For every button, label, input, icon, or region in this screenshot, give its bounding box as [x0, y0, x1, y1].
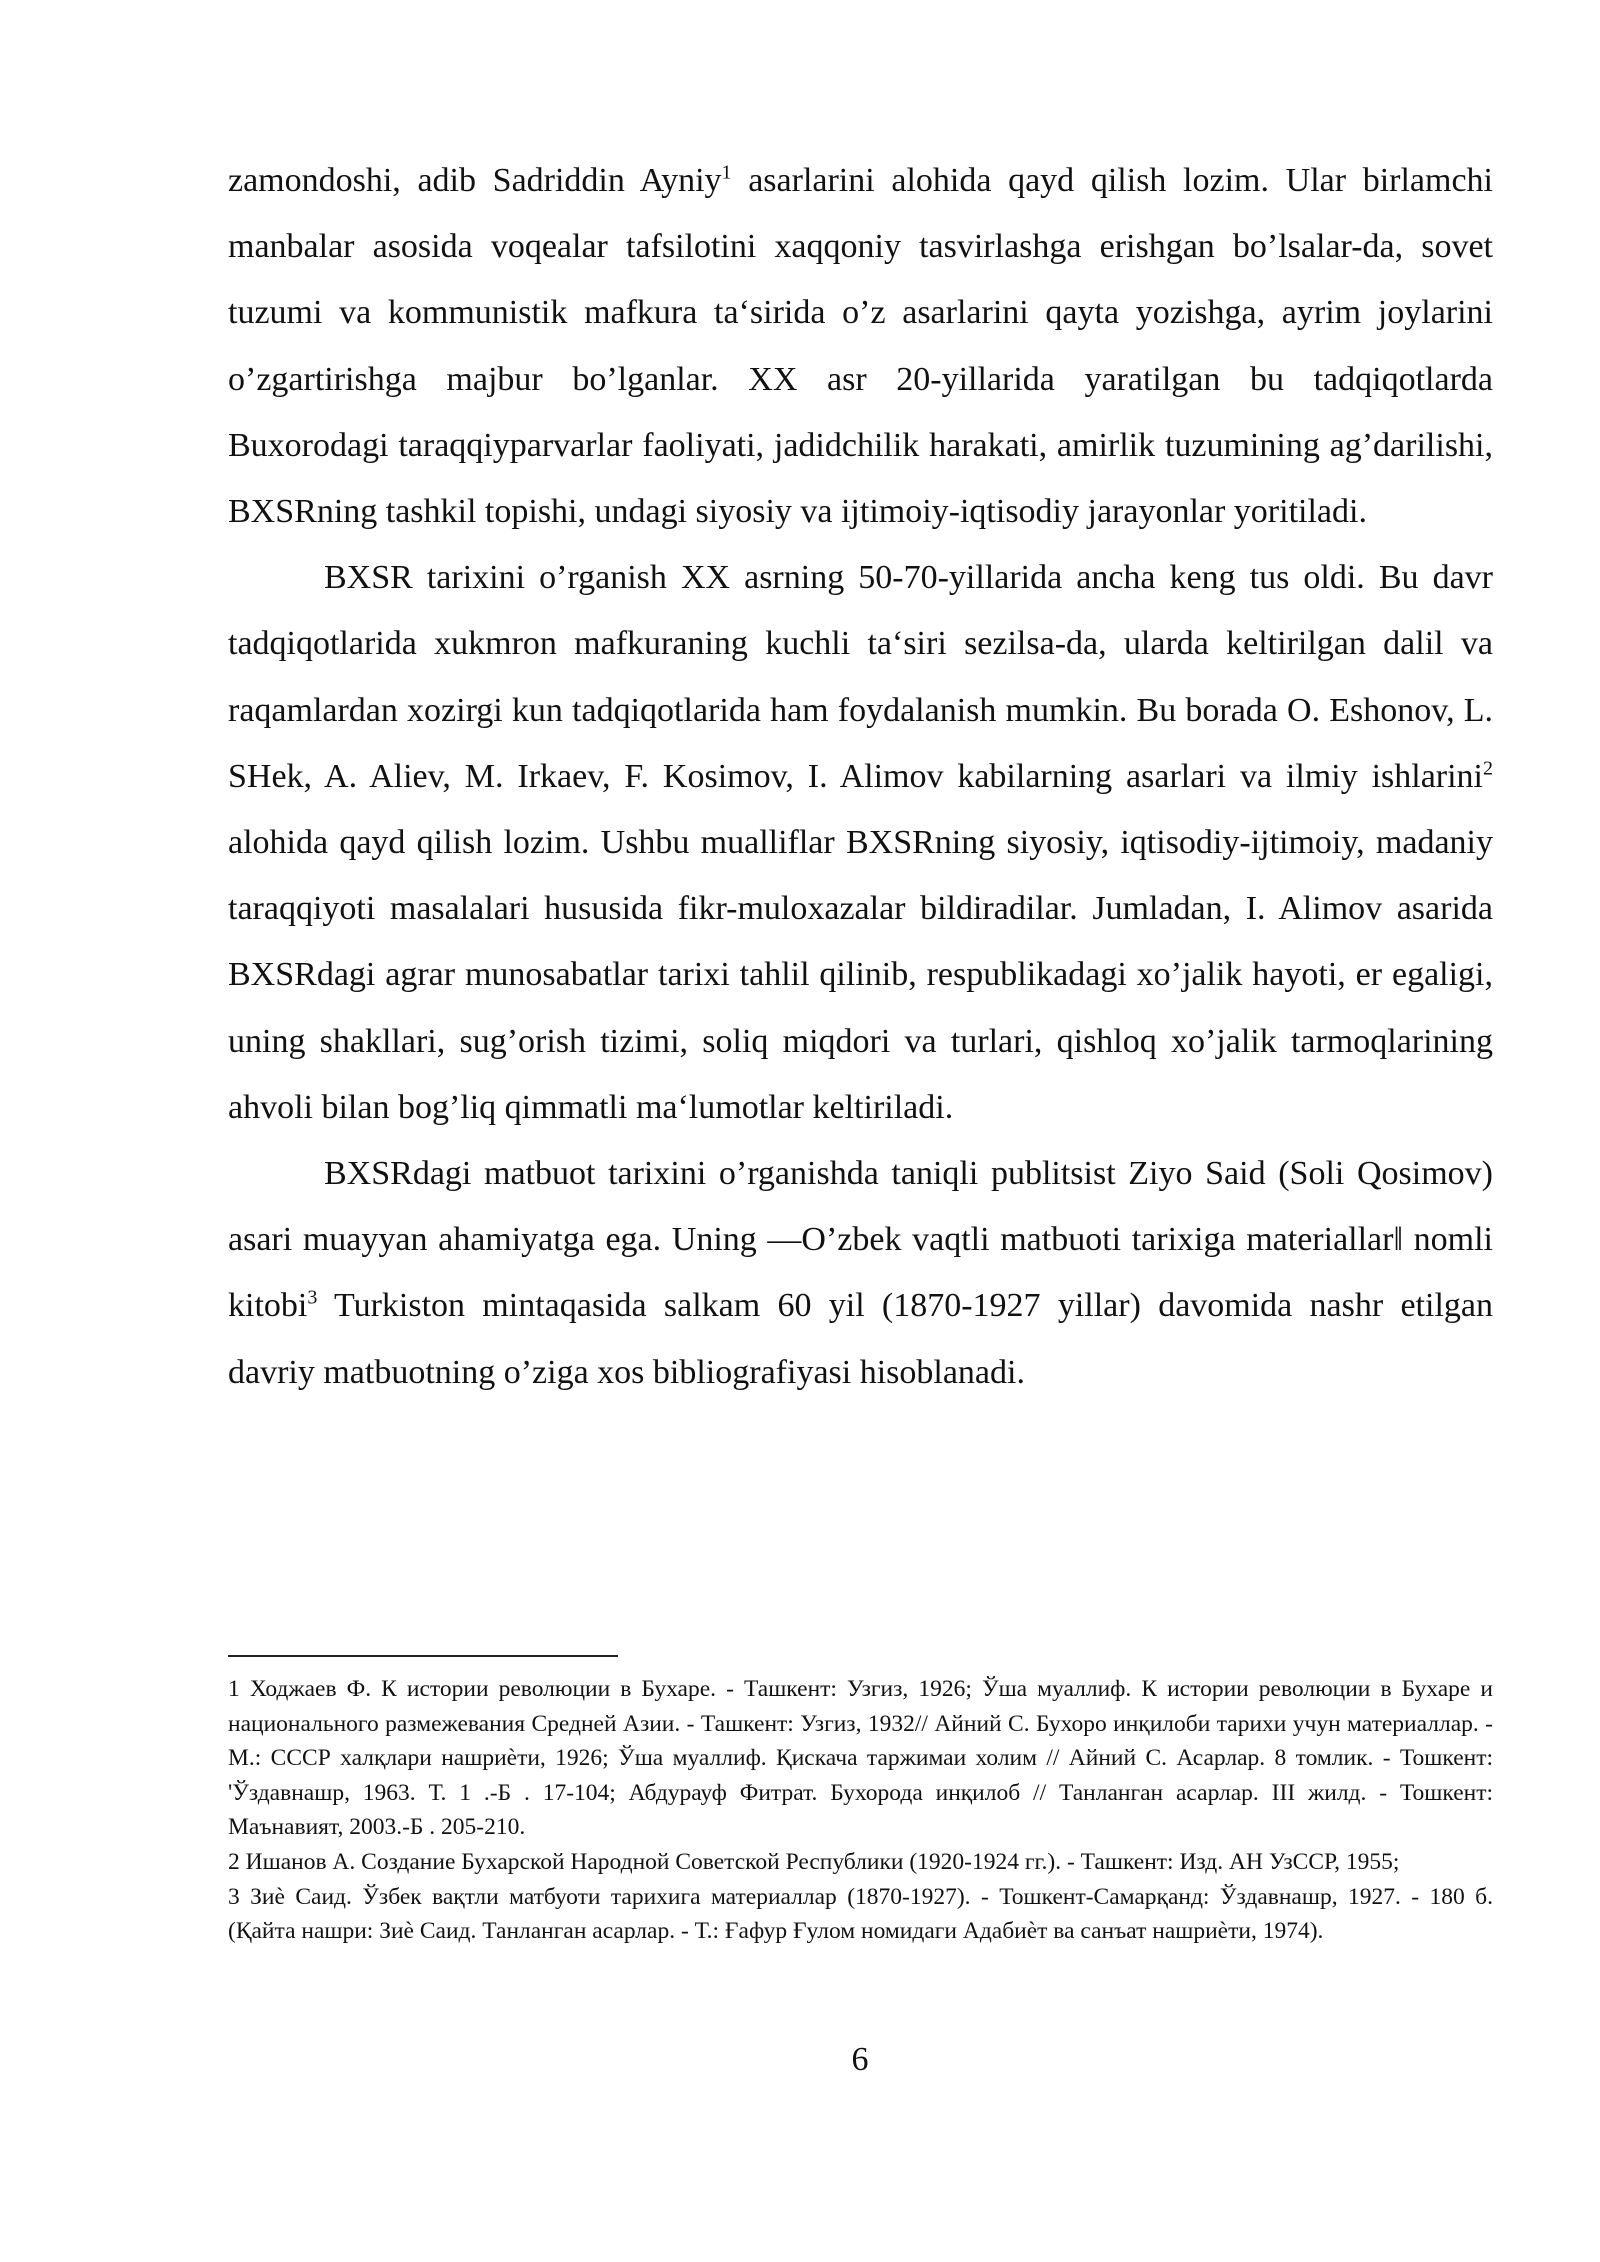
paragraph-text: alohida qayd qilish lozim. Ushbu mualliflar BXSRning siyosiy, iqtisodiy-ijtimoiy, madaniy taraqqiyoti masalalari hususida fikr-muloxazalar bildiradilar. Jumladan, I. Alimov asarida BXSRdagi agrar munosabatlar tarixi tahlil qilinib, respublikadagi xo’jalik hayoti, er egaligi, uning shakllari, sug’orish tizimi, soliq miqdori va turlari, qishloq xo’jalik tarmoqlarining ahvoli bilan bog’liq qimmatli ma‘lumotlar keltiriladi. — [228, 824, 1493, 1126]
paragraph-text: zamondoshi, adib Sadriddin Ayniy — [228, 162, 722, 199]
paragraph-text: BXSRdagi matbuot tarixini o’rganishda taniqli publitsist Ziyo Said (Soli Qosimov) asari muayyan ahamiyatga ega. Uning ―O’zbek vaqtli matbuoti tarixiga materiallar‖ nomli kitobi — [228, 1155, 1493, 1325]
footnote-ref-3: 3 — [307, 1287, 318, 1310]
footnote-2: 2 Ишанов А. Создание Бухарской Народной Советской Республики (1920-1924 гг.). - Ташкент: Изд. АН УзССР, 1955; — [228, 1848, 1400, 1875]
paragraph-2 — [228, 545, 1493, 1141]
footnotes — [228, 1672, 1493, 1949]
paragraph-3 — [228, 1141, 1493, 1406]
body-text — [228, 148, 1493, 1406]
paragraph-text: asarlarini alohida qayd qilish lozim. Ular birlamchi manbalar asosida voqealar tafsilotini xaqqoniy tasvirlashga erishgan bo’lsalar-da, sovet tuzumi va kommunistik mafkura ta‘sirida o’z asarlarini qayta yozishga, ayrim joylarini o’zgartirishga majbur bo’lganlar. XX asr 20-yillarida yaratilgan bu tadqiqotlarda Buxorodagi taraqqiyparvarlar faoliyati, jadidchilik harakati, amirlik tuzumining ag’darilishi, BXSRning tashkil topishi, undagi siyosiy va ijtimoiy-iqtisodiy jarayonlar yoritiladi. — [228, 162, 1494, 531]
footnote-3: 3 Зиѐ Саид. Ўзбек вақтли матбуоти тарихига материаллар (1870-1927). - Тошкент-Самарқанд: Ўздавнашр, 1927. - 180 б. (Қайта нашри: Зиѐ Саид. Танланган асарлар. - Т.: Ғафур Ғулом номидаги Адабиѐт ва санъат нашриѐти, 1974). — [228, 1883, 1493, 1945]
footnote-ref-2: 2 — [1483, 757, 1493, 780]
footnote-ref-1: 1 — [721, 161, 732, 184]
footnote-separator — [228, 1655, 618, 1657]
page-number: 6 — [851, 2041, 869, 2078]
paragraph-text: BXSR tarixini o’rganish XX asrning 50-70-yillarida ancha keng tus oldi. Bu davr tadqiqotlarida xukmron mafkuraning kuchli ta‘siri sezilsa-da, ularda keltirilgan dalil va raqamlardan xozirgi kun tadqiqotlarida ham foydalanish mumkin. Bu borada O. Eshonov, L. SHek, A. Aliev, M. Irkaev, F. Kosimov, I. Alimov kabilarning asarlari va ilmiy ishlarini — [228, 559, 1493, 795]
paragraph-1 — [228, 148, 1493, 545]
paragraph-text: Turkiston mintaqasida salkam 60 yil (1870-1927 yillar) davomida nashr etilgan davriy matbuotning o’ziga xos bibliografiyasi hisoblanadi. — [228, 1287, 1493, 1391]
footnote-1: 1 Ходжаев Ф. К истории революции в Бухаре. - Ташкент: Узгиз, 1926; Ўша муаллиф. К истории революции в Бухаре и национального размежевания Средней Азии. - Ташкент: Узгиз, 1932// Айний С. Бухоро инқилоби тарихи учун материаллар. - М.: СССР халқлари нашриѐти, 1926; Ўша муаллиф. Қискача таржимаи холим // Айний С. Асарлар. 8 томлик. - Тошкент: 'Ўздавнашр, 1963. Т. 1 .-Б . 17-104; Абдурауф Фитрат. Бухорода инқилоб // Танланган асарлар. III жилд. - Тошкент: Маънавият, 2003.-Б . 205-210. — [228, 1676, 1493, 1841]
